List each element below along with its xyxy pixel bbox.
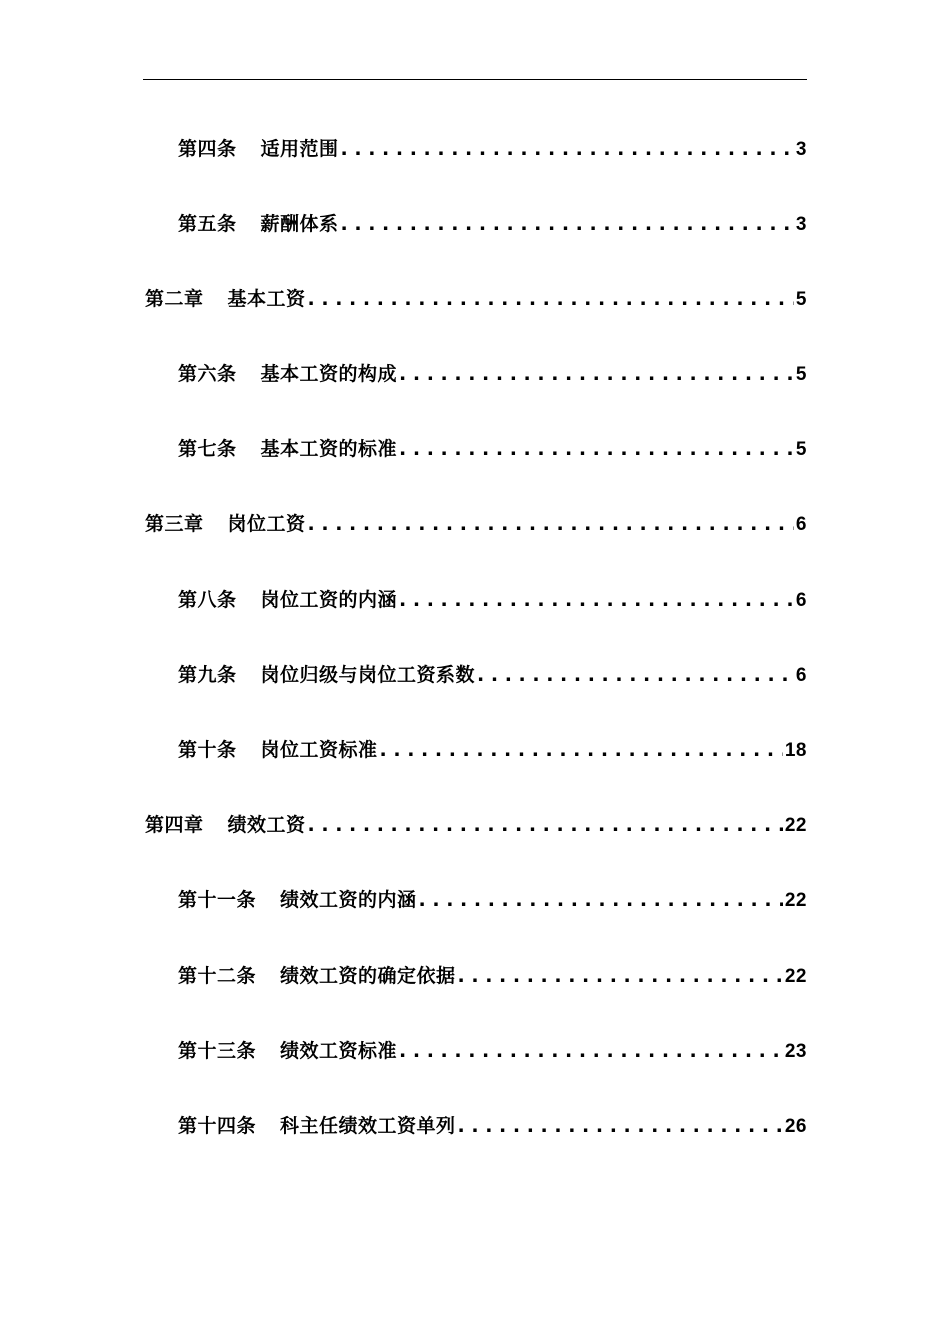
toc-dot-leader — [399, 1040, 783, 1062]
toc-entry[interactable] — [178, 585, 807, 615]
toc-entry[interactable] — [178, 209, 807, 239]
toc-entry[interactable] — [178, 1111, 807, 1141]
toc-entry[interactable] — [178, 961, 807, 991]
toc-entry-number: 第十二条 — [178, 965, 257, 987]
toc-entry-title: 基本工资 — [227, 288, 306, 310]
toc-dot-leader — [477, 664, 794, 686]
toc-entry[interactable] — [178, 1036, 807, 1066]
toc-entry-title: 绩效工资 — [227, 814, 306, 836]
toc-entry-title: 绩效工资的确定依据 — [280, 965, 456, 987]
toc-entry-number: 第十三条 — [178, 1040, 257, 1062]
toc-entry-page: 6 — [795, 514, 807, 535]
toc-entry[interactable] — [145, 284, 807, 314]
toc-entry-page: 5 — [795, 439, 807, 460]
toc-dot-leader — [458, 965, 783, 987]
toc-entry[interactable] — [178, 885, 807, 915]
toc-entry-page: 23 — [784, 1041, 807, 1062]
toc-dot-leader — [419, 889, 783, 911]
toc-entry-title: 科主任绩效工资单列 — [280, 1115, 456, 1137]
toc-entry-page: 26 — [784, 1116, 807, 1137]
toc-entry-number: 第十四条 — [178, 1115, 257, 1137]
toc-entry[interactable] — [145, 509, 807, 539]
toc-entry[interactable] — [178, 660, 807, 690]
toc-entry-number: 第三章 — [145, 513, 204, 535]
toc-entry-number: 第十一条 — [178, 889, 257, 911]
toc-entry-page: 18 — [784, 740, 807, 761]
toc-entry-title: 岗位工资 — [227, 513, 306, 535]
toc-entry[interactable] — [145, 810, 807, 840]
toc-entry[interactable] — [178, 735, 807, 765]
toc-entry-page: 5 — [795, 289, 807, 310]
toc-entry-number: 第八条 — [178, 589, 237, 611]
toc-dot-leader — [341, 213, 794, 235]
toc-dot-leader — [308, 513, 794, 535]
toc-entry-title: 绩效工资的内涵 — [280, 889, 417, 911]
toc-dot-leader — [308, 814, 783, 836]
toc-entry-title: 薪酬体系 — [260, 213, 339, 235]
toc-entry-number: 第九条 — [178, 664, 237, 686]
toc-entry-number: 第七条 — [178, 438, 237, 460]
toc-entry-number: 第五条 — [178, 213, 237, 235]
toc-dot-leader — [341, 138, 794, 160]
toc-entry-page: 5 — [795, 364, 807, 385]
toc-entry-number: 第四条 — [178, 138, 237, 160]
toc-dot-leader — [458, 1115, 783, 1137]
toc-dot-leader — [399, 438, 794, 460]
toc-dot-leader — [399, 589, 794, 611]
toc-entry-title: 适用范围 — [260, 138, 339, 160]
toc-entry-number: 第十条 — [178, 739, 237, 761]
toc-entry[interactable] — [178, 134, 807, 164]
toc-entry-page: 3 — [795, 139, 807, 160]
toc-entry-title: 绩效工资标准 — [280, 1040, 398, 1062]
toc-dot-leader — [380, 739, 783, 761]
toc-entry-title: 基本工资的构成 — [260, 363, 398, 385]
toc-entry-title: 基本工资的标准 — [260, 438, 398, 460]
toc-entry-number: 第四章 — [145, 814, 204, 836]
toc-entry[interactable] — [178, 434, 807, 464]
toc-entry[interactable] — [178, 359, 807, 389]
toc-entry-page: 22 — [784, 966, 807, 987]
toc-entry-page: 22 — [784, 890, 807, 911]
toc-dot-leader — [308, 288, 794, 310]
toc-dot-leader — [399, 363, 794, 385]
toc-entry-number: 第二章 — [145, 288, 204, 310]
toc-entry-title: 岗位归级与岗位工资系数 — [260, 664, 476, 686]
toc-entry-page: 22 — [784, 815, 807, 836]
toc-entry-title: 岗位工资标准 — [260, 739, 378, 761]
toc-entry-page: 6 — [795, 665, 807, 686]
toc-entry-number: 第六条 — [178, 363, 237, 385]
toc-entry-page: 6 — [795, 590, 807, 611]
toc-entry-title: 岗位工资的内涵 — [260, 589, 398, 611]
toc-entry-page: 3 — [795, 214, 807, 235]
header-rule — [143, 79, 807, 80]
